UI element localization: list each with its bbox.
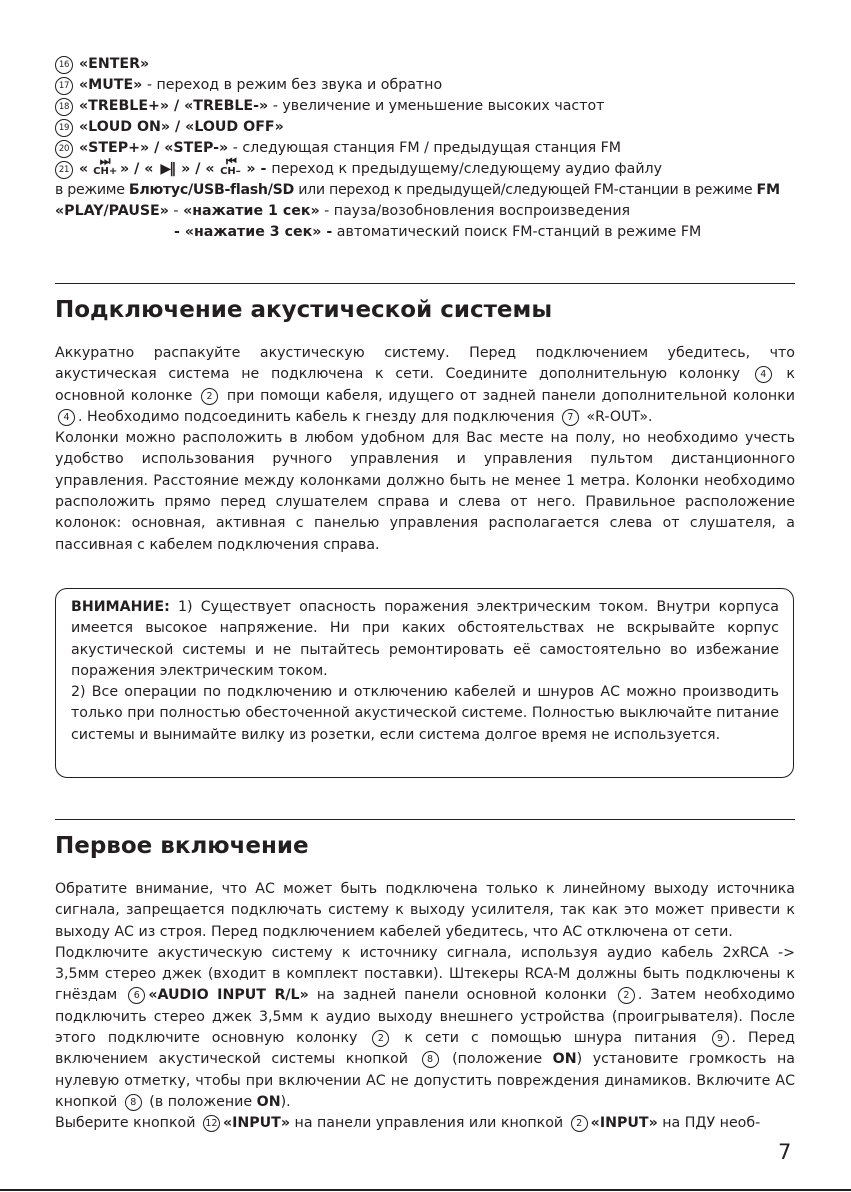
- circled-number: 8: [422, 1051, 439, 1068]
- button-name: «LOUD ON» / «LOUD OFF»: [79, 119, 284, 135]
- bottom-rule: [0, 1189, 851, 1191]
- warning-paragraph: 2) Все операции по подключению и отключению кабелей и шнуров АС можно производить только при полностью обесточенной акустической системе. Полностью выключайте питание системы и вынимайте вилку из розетки, если система долгое время не используется.: [71, 684, 779, 743]
- circled-number: 8: [125, 1094, 142, 1111]
- paragraph: Подключите акустическую систему к источнику сигнала, используя аудио кабель 2xRCA -> 3,5мм стерео джек (входит в комплект поставки). Штекеры RCA-M должны быть подключены к гнёздам 6 «AUDIO INPUT R/L» на задней панели основной колонки 2 . Затем необходимо подключить стерео джек 3,5мм к аудио выходу внешнего устройства (проигрывателя). После этого подключите основную колонку 2 к сети с помощью шнура питания 9 . Перед включением акустической системы кнопкой 8 (положение ON) установите громкость на нулевую отметку, чтобы при включении АС не допустить повреждения динамиков. Включите АС кнопкой 8 (в положение ON).: [55, 944, 795, 1110]
- circled-number: 2: [201, 388, 218, 405]
- section-divider: [55, 819, 795, 820]
- paragraph: Обратите внимание, что АС может быть подключена только к линейному выходу источника сигнала, запрещается подключать систему к выходу усилителя, так как это может привести к выходу АС из строя. Перед подключением кабелей убедитесь, что АС отключена от сети.: [55, 881, 795, 940]
- quote: » / «: [176, 161, 220, 177]
- section-title-first-start: Первое включение: [55, 833, 309, 859]
- circled-number: 20: [55, 140, 73, 158]
- circled-number: 4: [58, 409, 75, 426]
- button-name: «MUTE»: [79, 77, 143, 93]
- item-description: - увеличение и уменьшение высоких частот: [268, 98, 605, 114]
- button-name: «ENTER»: [79, 56, 150, 72]
- button-name: «STEP+» / «STEP-»: [79, 140, 229, 156]
- warning-label: ВНИМАНИЕ:: [71, 599, 170, 615]
- circled-number: 17: [55, 77, 73, 95]
- play-pause-line: «PLAY/PAUSE» - «нажатие 1 сек» - пауза/возобновления воспроизведения: [55, 203, 631, 219]
- speaker-connection-text: [55, 343, 795, 556]
- auto-search-line: - «нажатие 3 сек» - автоматический поиск FM-станций в режиме FM: [174, 224, 702, 240]
- list-item-19: [55, 117, 800, 138]
- quote: »: [241, 161, 256, 177]
- circled-number: 6: [128, 987, 145, 1004]
- warning-paragraph: ВНИМАНИЕ: 1) Существует опасность поражения электрическим током. Внутри корпуса имеется высокое напряжение. Ни при каких обстоятельствах не вскрывайте корпус акустической системы и не пытайтесь ремонтировать её самостоятельно во избежание поражения электрическим током.: [71, 599, 779, 679]
- button-name: «TREBLE+» / «TREBLE-»: [79, 98, 269, 114]
- play-pause-icon: ▶‖: [160, 161, 175, 177]
- first-start-text: [55, 879, 795, 1135]
- list-item-21: [55, 154, 800, 180]
- section-title-speaker-connection: Подключение акустической системы: [55, 297, 553, 323]
- paragraph: Аккуратно распакуйте акустическую систему. Перед подключением убедитесь, что акустическая система не подключена к сети. Соедините дополнительную колонку 4 к основной колонке 2 при помощи кабеля, идущего от задней панели дополнительной колонки 4 . Необходимо подсоединить кабель к гнезду для подключения 7 «R-OUT».: [55, 345, 795, 425]
- warning-box: [55, 588, 794, 778]
- paragraph: Выберите кнопкой 12 «INPUT» на панели управления или кнопкой 2 «INPUT» на ПДУ необ-: [55, 1115, 761, 1132]
- circled-number: 7: [562, 409, 579, 426]
- paragraph: Колонки можно расположить в любом удобном для Вас месте на полу, но необходимо учесть удобство использования ручного управления и управления пультом дистанционного управления. Расстояние между колонками должно быть не менее 1 метра. Колонки необходимо расположить прямо перед слушателем справа и слева от него. Правильное расположение колонок: основная, активная с панелью управления располагается слева от слушателя, а пассивная с кабелем подключения справа.: [55, 430, 795, 553]
- circled-number: 16: [55, 56, 73, 74]
- circled-number: 12: [203, 1115, 220, 1132]
- quote: » / «: [115, 161, 159, 177]
- circled-number: 21: [55, 161, 73, 179]
- quote: «: [79, 161, 94, 177]
- section-divider: [55, 283, 795, 284]
- circled-number: 2: [372, 1030, 389, 1047]
- circled-number: 19: [55, 119, 73, 137]
- circled-number: 18: [55, 98, 73, 116]
- bluetooth-mode-line: в режиме Блютус/USB-flash/SD или переход к предыдущей/следующей FM-станции в режиме FM: [55, 182, 780, 198]
- circled-number: 2: [618, 987, 635, 1004]
- item-description: переход к предыдущему/следующему аудио файлу: [271, 161, 663, 177]
- item-description: - переход в режим без звука и обратно: [142, 77, 443, 93]
- page-number: 7: [778, 1140, 792, 1164]
- item-description: - следующая станция FM / предыдущая станция FM: [228, 140, 622, 156]
- list-item-18: [55, 96, 800, 117]
- circled-number: 9: [712, 1030, 729, 1047]
- list-item-16: [55, 54, 800, 75]
- list-item-17: [55, 75, 800, 96]
- next-track-icon: ⏭ CH+: [93, 154, 118, 177]
- circled-number: 2: [571, 1115, 588, 1132]
- previous-track-icon: ⏮ CH–: [220, 154, 241, 177]
- dash: -: [255, 161, 272, 177]
- circled-number: 4: [755, 366, 772, 383]
- remote-buttons-list: [55, 54, 800, 243]
- list-item-20: [55, 138, 800, 159]
